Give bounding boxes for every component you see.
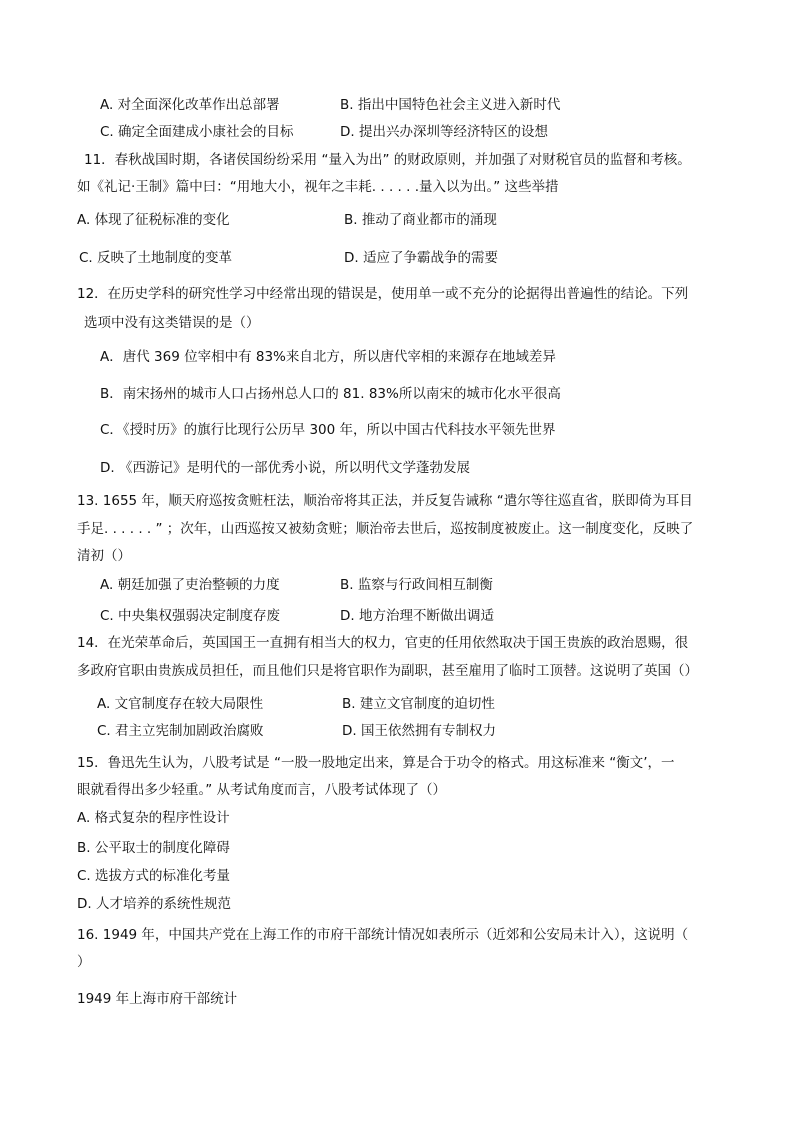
q10-option-d: D. 提出兴办深圳等经济特区的设想 [340,124,548,140]
q16-table-title: 1949 年上海市府干部统计 [77,991,238,1007]
q13-option-a: A. 朝廷加强了吏治整顿的力度 [100,577,280,593]
q12-option-a: A．唐代 369 位宰相中有 83%来自北方，所以唐代宰相的来源存在地域差异 [100,349,556,365]
q14-stem-line2: 多政府官职由贵族成员担任，而且他们只是将官职作为副职，甚至雇用了临时工顶替。这说明了英国（） [77,663,698,679]
q12-option-c: C．《授时历》的旗行比现行公历早 300 年，所以中国古代科技水平领先世界 [100,422,556,438]
q15-stem-line2: 眼就看得出多少轻重。” 从考试角度而言，八股考试体现了（） [77,782,447,798]
q13-stem-line3: 清初（） [77,548,131,564]
q12-stem-line2: 选项中没有这类错误的是（） [84,315,260,331]
q14-option-c: C. 君主立宪制加剧政治腐败 [97,723,264,739]
q11-stem-line2: 如《礼记·王制》篇中曰：“用地大小，视年之丰耗. . . . . .量入以为出。” 这些举措 [77,179,559,195]
q15-option-a: A. 格式复杂的程序性设计 [77,810,230,826]
q16-stem-line1: 16. 1949 年，中国共产党在上海工作的市府干部统计情况如表所示（近郊和公安局未计入），这说明（ [77,927,689,943]
q13-option-c: C. 中央集权强弱决定制度存废 [100,608,281,624]
q16-stem-line2: ） [77,954,91,970]
q14-option-d: D. 国王依然拥有专制权力 [342,723,496,739]
q10-option-a: A. 对全面深化改革作出总部署 [100,97,280,113]
q12-option-b: B．南宋扬州的城市人口占扬州总人口的 81. 83%所以南宋的城市化水平很高 [100,386,561,402]
q15-option-c: C. 选拔方式的标准化考量 [77,868,231,884]
q11-option-c: C. 反映了土地制度的变革 [79,250,233,266]
q12-option-d: D. 《西游记》是明代的一部优秀小说，所以明代文学蓬勃发展 [100,460,470,476]
q14-option-b: B. 建立文官制度的迫切性 [342,696,495,712]
q14-option-a: A. 文官制度存在较大局限性 [97,696,264,712]
q10-option-c: C. 确定全面建成小康社会的目标 [100,124,294,140]
q11-option-a: A. 体现了征税标准的变化 [77,212,230,228]
q13-option-b: B. 监察与行政间相互制衡 [340,577,493,593]
q15-option-d: D. 人才培养的系统性规范 [77,896,231,912]
q13-stem-line2: 手足. . . . . . ” ；次年，山西巡按又被劾贪赃；顺治帝去世后，巡按制度被废止。这一制度变化，反映了 [77,521,694,537]
q13-stem-line1: 13. 1655 年，顺天府巡按贪赃枉法，顺治帝将其正法，并反复告诫称 “遣尔等往巡直省，朕即倚为耳目 [77,493,693,509]
q14-stem-line1: 14．在光荣革命后，英国国王一直拥有相当大的权力，官吏的任用依然取决于国王贵族的政治恩赐，很 [77,635,689,651]
q11-stem-line1: 11．春秋战国时期，各诸侯国纷纷采用 “量入为出” 的财政原则，并加强了对财税官员的监督和考核。 [84,152,691,168]
q12-stem-line1: 12．在历史学科的研究性学习中经常出现的错误是，使用单一或不充分的论据得出普遍性的结论。下列 [77,286,689,302]
q11-option-b: B. 推动了商业都市的涌现 [344,212,497,228]
q13-option-d: D. 地方治理不断做出调适 [340,608,494,624]
q10-option-b: B. 指出中国特色社会主义进入新时代 [340,97,561,113]
q15-stem-line1: 15．鲁迅先生认为，八股考试是 “一股一股地定出来，算是合于功令的格式。用这标准来 “衡文’，一 [77,755,675,771]
q15-option-b: B. 公平取士的制度化障碍 [77,840,230,856]
q11-option-d: D. 适应了争霸战争的需要 [344,250,498,266]
